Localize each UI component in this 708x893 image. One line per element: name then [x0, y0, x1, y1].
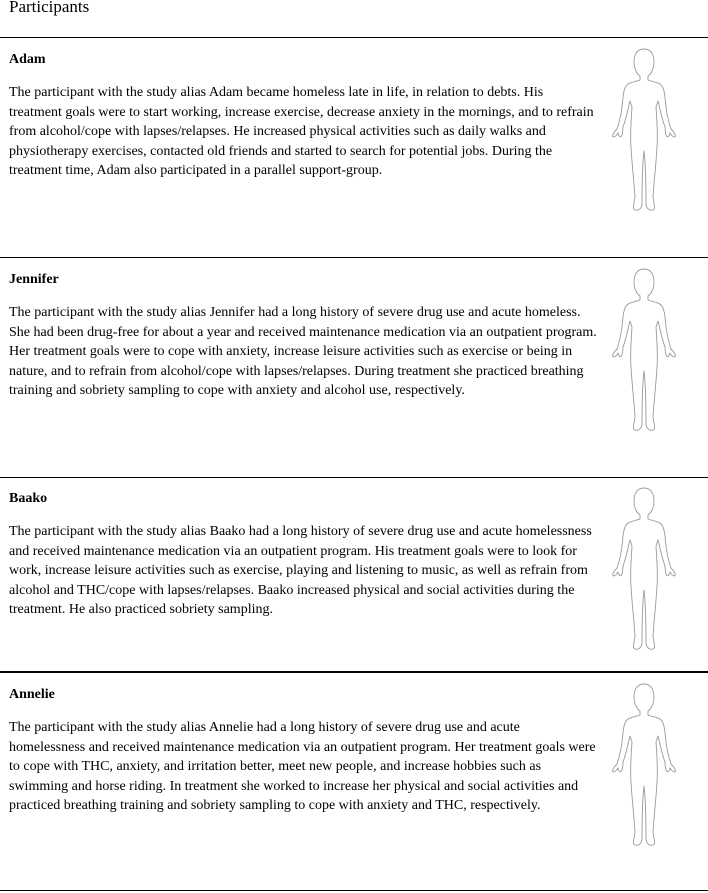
- human-body-icon: [609, 682, 679, 852]
- participant-name: Adam: [9, 52, 46, 67]
- participant-description: The participant with the study alias Annelie had a long history of severe drug use and acute homelessness and received maintenance medication via an outpatient program. Her treatment goals were to cope with THC, anxiety, and irritation better, meet new people, and increase hobbies such as swimming and horse riding. In treatment she worked to increase her physical and social activities and practiced breathing training and sobriety sampling to cope with anxiety and THC, respectively.: [9, 720, 596, 814]
- participant-card-jennifer: [0, 258, 708, 458]
- participant-description: The participant with the study alias Adam became homeless late in life, in relation to debts. His treatment goals were to start working, increase exercise, decrease anxiety in the mornings, and to refrain from alcohol/cope with lapses/relapses. He increased physical activities such as daily walks and physiotherapy exercises, contacted old friends and started to search for potential jobs. During the treatment time, Adam also participated in a parallel support-group.: [9, 85, 594, 179]
- divider: [0, 890, 708, 891]
- participant-card-baako: [0, 477, 708, 677]
- participant-name: Annelie: [9, 687, 55, 702]
- participant-name: Baako: [9, 491, 48, 506]
- participant-description: The participant with the study alias Baako had a long history of severe drug use and acute homelessness and received maintenance medication via an outpatient program. His treatment goals were to look for work, increase leisure activities such as exercise, playing and listening to music, as well as refrain from alcohol and THC/cope with lapses/relapses. Baako increased physical and social activities during the treatment. He also practiced sobriety sampling.: [9, 524, 592, 618]
- human-body-icon: [609, 47, 679, 217]
- participant-card-adam: [0, 38, 708, 238]
- human-body-icon: [609, 486, 679, 656]
- page-title: Participants: [9, 0, 90, 16]
- participant-name: Jennifer: [9, 272, 59, 287]
- participant-description: The participant with the study alias Jennifer had a long history of severe drug use and acute homeless. She had been drug-free for about a year and received maintenance medication via an outpatient program. Her treatment goals were to cope with anxiety, increase leisure activities such as exercise or being in nature, and to refrain from alcohol/cope with lapses/relapses. During treatment she practiced breathing training and sobriety sampling to cope with anxiety and alcohol use, respectively.: [9, 305, 597, 399]
- participant-card-annelie: [0, 673, 708, 873]
- human-body-icon: [609, 267, 679, 437]
